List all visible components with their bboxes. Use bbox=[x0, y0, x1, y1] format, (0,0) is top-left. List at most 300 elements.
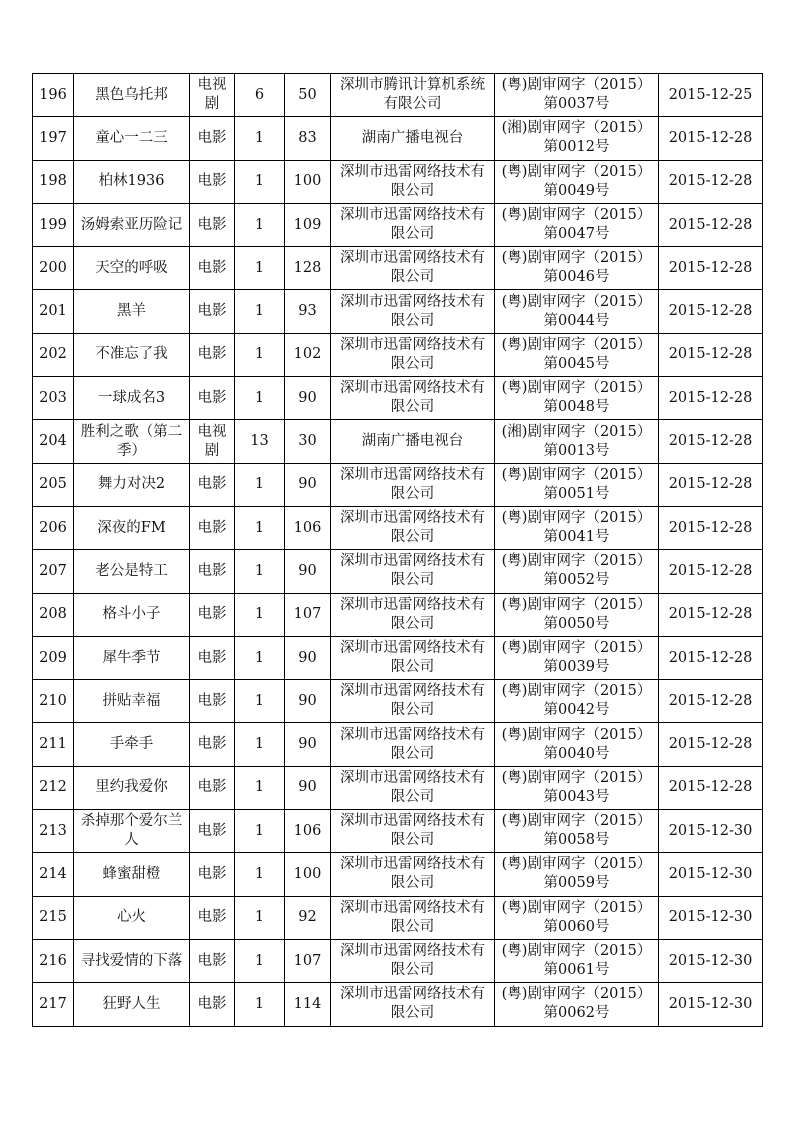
date-cell bbox=[659, 74, 763, 117]
date-cell bbox=[659, 896, 763, 939]
license-cell-text: (湘)剧审网字（2015）第0013号 bbox=[501, 423, 652, 459]
minutes-cell-text: 109 bbox=[293, 216, 322, 233]
date-cell-text: 2015-12-28 bbox=[668, 173, 753, 190]
license-cell bbox=[495, 74, 659, 117]
title-cell-text: 童心一二三 bbox=[95, 129, 168, 146]
title-cell bbox=[74, 550, 190, 593]
episodes-cell bbox=[235, 550, 285, 593]
minutes-cell bbox=[285, 550, 331, 593]
license-cell-text: (粤)剧审网字（2015）第0062号 bbox=[501, 986, 652, 1022]
license-cell bbox=[495, 377, 659, 420]
type-cell bbox=[190, 203, 235, 246]
minutes-cell bbox=[285, 377, 331, 420]
organization-cell bbox=[331, 290, 495, 333]
episodes-cell bbox=[235, 377, 285, 420]
date-cell bbox=[659, 506, 763, 549]
table-row bbox=[33, 853, 763, 896]
organization-cell-text: 深圳市迅雷网络技术有限公司 bbox=[340, 943, 485, 979]
minutes-cell-text: 90 bbox=[298, 649, 317, 666]
episodes-cell-text: 1 bbox=[254, 173, 265, 190]
license-cell-text: (湘)剧审网字（2015）第0012号 bbox=[501, 120, 652, 156]
table-row bbox=[33, 810, 763, 853]
license-cell-text: (粤)剧审网字（2015）第0042号 bbox=[501, 683, 652, 719]
date-cell bbox=[659, 853, 763, 896]
table-row bbox=[33, 463, 763, 506]
date-cell bbox=[659, 810, 763, 853]
title-cell-text: 天空的呼吸 bbox=[95, 259, 168, 276]
type-cell bbox=[190, 160, 235, 203]
minutes-cell bbox=[285, 723, 331, 766]
title-cell bbox=[74, 896, 190, 939]
date-cell-text: 2015-12-28 bbox=[668, 519, 753, 536]
license-cell-text: (粤)剧审网字（2015）第0041号 bbox=[501, 510, 652, 546]
organization-cell bbox=[331, 377, 495, 420]
minutes-cell-text: 107 bbox=[293, 952, 322, 969]
title-cell-text: 心火 bbox=[117, 909, 146, 926]
organization-cell-text: 深圳市迅雷网络技术有限公司 bbox=[340, 207, 485, 243]
date-cell bbox=[659, 723, 763, 766]
episodes-cell-text: 1 bbox=[254, 129, 265, 146]
date-cell bbox=[659, 247, 763, 290]
license-cell-text: (粤)剧审网字（2015）第0060号 bbox=[501, 899, 652, 935]
minutes-cell bbox=[285, 810, 331, 853]
license-cell bbox=[495, 160, 659, 203]
row-number-cell-text: 213 bbox=[39, 822, 67, 839]
row-number-cell-text: 200 bbox=[39, 259, 67, 276]
license-cell bbox=[495, 896, 659, 939]
type-cell bbox=[190, 550, 235, 593]
date-cell-text: 2015-12-28 bbox=[668, 346, 753, 363]
date-cell bbox=[659, 420, 763, 463]
table-row bbox=[33, 593, 763, 636]
episodes-cell bbox=[235, 593, 285, 636]
row-number-cell-text: 214 bbox=[39, 865, 67, 882]
type-cell bbox=[190, 290, 235, 333]
organization-cell-text: 深圳市腾讯计算机系统有限公司 bbox=[340, 77, 485, 113]
organization-cell bbox=[331, 506, 495, 549]
date-cell-text: 2015-12-30 bbox=[668, 952, 753, 969]
type-cell-text: 电影 bbox=[197, 995, 227, 1012]
row-number-cell bbox=[33, 160, 74, 203]
license-cell bbox=[495, 593, 659, 636]
table-row bbox=[33, 117, 763, 160]
date-cell-text: 2015-12-28 bbox=[668, 389, 753, 406]
license-cell-text: (粤)剧审网字（2015）第0051号 bbox=[501, 466, 652, 502]
license-cell-text: (粤)剧审网字（2015）第0058号 bbox=[501, 813, 652, 849]
title-cell bbox=[74, 593, 190, 636]
license-cell-text: (粤)剧审网字（2015）第0043号 bbox=[501, 769, 652, 805]
license-cell-text: (粤)剧审网字（2015）第0061号 bbox=[501, 943, 652, 979]
episodes-cell-text: 1 bbox=[254, 562, 265, 579]
organization-cell bbox=[331, 983, 495, 1026]
episodes-cell-text: 1 bbox=[254, 995, 265, 1012]
type-cell-text: 电影 bbox=[197, 303, 227, 320]
title-cell bbox=[74, 333, 190, 376]
organization-cell-text: 深圳市迅雷网络技术有限公司 bbox=[340, 596, 485, 632]
title-cell-text: 舞力对决2 bbox=[97, 476, 166, 493]
title-cell bbox=[74, 463, 190, 506]
episodes-cell bbox=[235, 810, 285, 853]
date-cell bbox=[659, 117, 763, 160]
minutes-cell bbox=[285, 117, 331, 160]
minutes-cell-text: 106 bbox=[293, 519, 322, 536]
table-row bbox=[33, 420, 763, 463]
episodes-cell-text: 1 bbox=[254, 692, 265, 709]
type-cell-text: 电影 bbox=[197, 692, 227, 709]
title-cell bbox=[74, 506, 190, 549]
table-row bbox=[33, 983, 763, 1026]
minutes-cell-text: 90 bbox=[298, 779, 317, 796]
organization-cell bbox=[331, 74, 495, 117]
minutes-cell bbox=[285, 420, 331, 463]
date-cell bbox=[659, 160, 763, 203]
license-cell bbox=[495, 853, 659, 896]
date-cell-text: 2015-12-25 bbox=[668, 86, 753, 103]
episodes-cell bbox=[235, 939, 285, 982]
row-number-cell bbox=[33, 723, 74, 766]
type-cell-text: 电视剧 bbox=[197, 423, 227, 459]
row-number-cell bbox=[33, 593, 74, 636]
organization-cell bbox=[331, 420, 495, 463]
date-cell-text: 2015-12-28 bbox=[668, 216, 753, 233]
type-cell-text: 电影 bbox=[197, 476, 227, 493]
episodes-cell-text: 1 bbox=[254, 303, 265, 320]
title-cell bbox=[74, 939, 190, 982]
episodes-cell-text: 1 bbox=[254, 389, 265, 406]
episodes-cell-text: 1 bbox=[254, 346, 265, 363]
license-cell-text: (粤)剧审网字（2015）第0049号 bbox=[501, 163, 652, 199]
minutes-cell bbox=[285, 247, 331, 290]
row-number-cell-text: 206 bbox=[39, 519, 67, 536]
minutes-cell bbox=[285, 680, 331, 723]
organization-cell bbox=[331, 247, 495, 290]
license-cell bbox=[495, 290, 659, 333]
minutes-cell-text: 90 bbox=[298, 562, 317, 579]
organization-cell-text: 深圳市迅雷网络技术有限公司 bbox=[340, 553, 485, 589]
organization-cell-text: 深圳市迅雷网络技术有限公司 bbox=[340, 163, 485, 199]
type-cell-text: 电影 bbox=[197, 952, 227, 969]
title-cell-text: 不准忘了我 bbox=[95, 346, 168, 363]
organization-cell-text: 深圳市迅雷网络技术有限公司 bbox=[340, 336, 485, 372]
organization-cell bbox=[331, 723, 495, 766]
type-cell bbox=[190, 463, 235, 506]
license-cell bbox=[495, 247, 659, 290]
type-cell bbox=[190, 593, 235, 636]
organization-cell-text: 深圳市迅雷网络技术有限公司 bbox=[340, 986, 485, 1022]
episodes-cell-text: 1 bbox=[254, 519, 265, 536]
title-cell bbox=[74, 377, 190, 420]
type-cell bbox=[190, 506, 235, 549]
minutes-cell-text: 83 bbox=[298, 129, 317, 146]
table-row bbox=[33, 939, 763, 982]
episodes-cell bbox=[235, 420, 285, 463]
date-cell-text: 2015-12-28 bbox=[668, 692, 753, 709]
type-cell-text: 电影 bbox=[197, 909, 227, 926]
table-row bbox=[33, 506, 763, 549]
table-row bbox=[33, 333, 763, 376]
organization-cell bbox=[331, 117, 495, 160]
title-cell-text: 拼贴幸福 bbox=[102, 692, 161, 709]
type-cell-text: 电影 bbox=[197, 259, 227, 276]
date-cell bbox=[659, 290, 763, 333]
type-cell bbox=[190, 117, 235, 160]
organization-cell-text: 深圳市迅雷网络技术有限公司 bbox=[340, 813, 485, 849]
row-number-cell-text: 205 bbox=[39, 476, 67, 493]
row-number-cell-text: 212 bbox=[39, 779, 67, 796]
type-cell bbox=[190, 74, 235, 117]
title-cell bbox=[74, 420, 190, 463]
type-cell bbox=[190, 896, 235, 939]
organization-cell-text: 深圳市迅雷网络技术有限公司 bbox=[340, 510, 485, 546]
organization-cell bbox=[331, 766, 495, 809]
type-cell bbox=[190, 766, 235, 809]
episodes-cell bbox=[235, 853, 285, 896]
minutes-cell bbox=[285, 160, 331, 203]
row-number-cell bbox=[33, 420, 74, 463]
date-cell-text: 2015-12-28 bbox=[668, 606, 753, 623]
episodes-cell bbox=[235, 896, 285, 939]
organization-cell bbox=[331, 550, 495, 593]
row-number-cell bbox=[33, 680, 74, 723]
title-cell bbox=[74, 853, 190, 896]
minutes-cell bbox=[285, 593, 331, 636]
organization-cell bbox=[331, 333, 495, 376]
license-cell bbox=[495, 117, 659, 160]
type-cell-text: 电影 bbox=[197, 606, 227, 623]
episodes-cell-text: 1 bbox=[254, 476, 265, 493]
license-cell-text: (粤)剧审网字（2015）第0037号 bbox=[501, 77, 652, 113]
row-number-cell bbox=[33, 117, 74, 160]
title-cell bbox=[74, 160, 190, 203]
license-cell bbox=[495, 333, 659, 376]
episodes-cell bbox=[235, 160, 285, 203]
table-row bbox=[33, 896, 763, 939]
type-cell bbox=[190, 810, 235, 853]
minutes-cell bbox=[285, 333, 331, 376]
type-cell bbox=[190, 680, 235, 723]
table-row bbox=[33, 160, 763, 203]
title-cell bbox=[74, 290, 190, 333]
row-number-cell-text: 210 bbox=[39, 692, 67, 709]
date-cell bbox=[659, 983, 763, 1026]
date-cell-text: 2015-12-28 bbox=[668, 433, 753, 450]
minutes-cell bbox=[285, 203, 331, 246]
date-cell-text: 2015-12-28 bbox=[668, 476, 753, 493]
date-cell-text: 2015-12-28 bbox=[668, 649, 753, 666]
row-number-cell bbox=[33, 983, 74, 1026]
organization-cell bbox=[331, 680, 495, 723]
organization-cell-text: 湖南广播电视台 bbox=[361, 129, 464, 146]
type-cell-text: 电影 bbox=[197, 865, 227, 882]
row-number-cell bbox=[33, 810, 74, 853]
row-number-cell bbox=[33, 506, 74, 549]
title-cell-text: 汤姆索亚历险记 bbox=[80, 216, 183, 233]
title-cell bbox=[74, 810, 190, 853]
minutes-cell-text: 90 bbox=[298, 389, 317, 406]
row-number-cell-text: 216 bbox=[39, 952, 67, 969]
license-cell bbox=[495, 939, 659, 982]
organization-cell bbox=[331, 636, 495, 679]
organization-cell bbox=[331, 463, 495, 506]
type-cell bbox=[190, 247, 235, 290]
table-row bbox=[33, 550, 763, 593]
organization-cell bbox=[331, 853, 495, 896]
type-cell-text: 电影 bbox=[197, 173, 227, 190]
title-cell-text: 手牵手 bbox=[109, 736, 154, 753]
title-cell bbox=[74, 203, 190, 246]
row-number-cell bbox=[33, 247, 74, 290]
title-cell-text: 里约我爱你 bbox=[95, 779, 168, 796]
title-cell-text: 老公是特工 bbox=[95, 562, 168, 579]
organization-cell bbox=[331, 593, 495, 636]
type-cell-text: 电影 bbox=[197, 216, 227, 233]
organization-cell-text: 深圳市迅雷网络技术有限公司 bbox=[340, 250, 485, 286]
minutes-cell-text: 90 bbox=[298, 476, 317, 493]
license-cell-text: (粤)剧审网字（2015）第0045号 bbox=[501, 336, 652, 372]
row-number-cell-text: 197 bbox=[39, 129, 67, 146]
row-number-cell-text: 215 bbox=[39, 909, 67, 926]
row-number-cell-text: 196 bbox=[39, 86, 67, 103]
row-number-cell-text: 217 bbox=[39, 995, 67, 1012]
title-cell-text: 胜利之歌（第二季） bbox=[80, 423, 183, 459]
date-cell-text: 2015-12-28 bbox=[668, 259, 753, 276]
episodes-cell bbox=[235, 117, 285, 160]
date-cell-text: 2015-12-28 bbox=[668, 129, 753, 146]
title-cell-text: 黑羊 bbox=[117, 303, 146, 320]
license-cell-text: (粤)剧审网字（2015）第0044号 bbox=[501, 293, 652, 329]
episodes-cell bbox=[235, 247, 285, 290]
type-cell bbox=[190, 853, 235, 896]
minutes-cell-text: 30 bbox=[298, 433, 317, 450]
organization-cell bbox=[331, 939, 495, 982]
row-number-cell-text: 211 bbox=[39, 736, 67, 753]
title-cell-text: 柏林1936 bbox=[98, 173, 165, 190]
episodes-cell bbox=[235, 463, 285, 506]
type-cell bbox=[190, 939, 235, 982]
organization-cell bbox=[331, 203, 495, 246]
row-number-cell-text: 201 bbox=[39, 303, 67, 320]
type-cell-text: 电影 bbox=[197, 562, 227, 579]
date-cell bbox=[659, 333, 763, 376]
title-cell-text: 深夜的FM bbox=[97, 519, 166, 536]
title-cell bbox=[74, 983, 190, 1026]
episodes-cell-text: 1 bbox=[254, 216, 265, 233]
row-number-cell bbox=[33, 636, 74, 679]
episodes-cell bbox=[235, 723, 285, 766]
row-number-cell bbox=[33, 766, 74, 809]
row-number-cell-text: 209 bbox=[39, 649, 67, 666]
minutes-cell-text: 102 bbox=[293, 346, 322, 363]
license-cell bbox=[495, 420, 659, 463]
type-cell-text: 电影 bbox=[197, 346, 227, 363]
table-body bbox=[33, 74, 763, 1027]
title-cell bbox=[74, 117, 190, 160]
organization-cell bbox=[331, 810, 495, 853]
date-cell-text: 2015-12-28 bbox=[668, 303, 753, 320]
minutes-cell-text: 107 bbox=[293, 606, 322, 623]
title-cell-text: 狂野人生 bbox=[102, 995, 161, 1012]
license-cell-text: (粤)剧审网字（2015）第0047号 bbox=[501, 207, 652, 243]
table-row bbox=[33, 766, 763, 809]
title-cell bbox=[74, 723, 190, 766]
license-cell-text: (粤)剧审网字（2015）第0039号 bbox=[501, 640, 652, 675]
episodes-cell bbox=[235, 983, 285, 1026]
organization-cell-text: 深圳市迅雷网络技术有限公司 bbox=[340, 769, 485, 805]
title-cell-text: 格斗小子 bbox=[102, 606, 161, 623]
episodes-cell bbox=[235, 506, 285, 549]
episodes-cell-text: 1 bbox=[254, 736, 265, 753]
episodes-cell-text: 1 bbox=[254, 865, 265, 882]
date-cell bbox=[659, 636, 763, 679]
row-number-cell bbox=[33, 550, 74, 593]
organization-cell-text: 深圳市迅雷网络技术有限公司 bbox=[340, 726, 485, 762]
row-number-cell bbox=[33, 853, 74, 896]
row-number-cell bbox=[33, 333, 74, 376]
episodes-cell bbox=[235, 333, 285, 376]
title-cell bbox=[74, 74, 190, 117]
episodes-cell bbox=[235, 636, 285, 679]
license-cell-text: (粤)剧审网字（2015）第0040号 bbox=[501, 726, 652, 762]
minutes-cell bbox=[285, 853, 331, 896]
organization-cell bbox=[331, 896, 495, 939]
episodes-cell-text: 6 bbox=[254, 86, 265, 103]
title-cell bbox=[74, 247, 190, 290]
row-number-cell bbox=[33, 896, 74, 939]
episodes-cell-text: 1 bbox=[254, 952, 265, 969]
episodes-cell-text: 13 bbox=[250, 433, 269, 450]
title-cell bbox=[74, 680, 190, 723]
row-number-cell-text: 208 bbox=[39, 606, 67, 623]
minutes-cell-text: 100 bbox=[293, 173, 322, 190]
minutes-cell bbox=[285, 983, 331, 1026]
episodes-cell-text: 1 bbox=[254, 779, 265, 796]
type-cell bbox=[190, 636, 235, 679]
title-cell-text: 寻找爱情的下落 bbox=[80, 952, 183, 969]
date-cell bbox=[659, 550, 763, 593]
title-cell-text: 黑色乌托邦 bbox=[95, 86, 168, 103]
minutes-cell-text: 114 bbox=[293, 995, 322, 1012]
date-cell bbox=[659, 463, 763, 506]
episodes-cell bbox=[235, 290, 285, 333]
row-number-cell bbox=[33, 74, 74, 117]
episodes-cell bbox=[235, 203, 285, 246]
title-cell-text: 杀掉那个爱尔兰人 bbox=[80, 813, 183, 849]
date-cell bbox=[659, 680, 763, 723]
type-cell-text: 电影 bbox=[197, 519, 227, 536]
license-cell-text: (粤)剧审网字（2015）第0048号 bbox=[501, 380, 652, 416]
title-cell-text: 蜂蜜甜橙 bbox=[102, 865, 161, 882]
minutes-cell bbox=[285, 463, 331, 506]
row-number-cell-text: 202 bbox=[39, 346, 67, 363]
table-row bbox=[33, 247, 763, 290]
table-row bbox=[33, 377, 763, 420]
type-cell bbox=[190, 420, 235, 463]
minutes-cell bbox=[285, 766, 331, 809]
date-cell-text: 2015-12-28 bbox=[668, 562, 753, 579]
minutes-cell bbox=[285, 74, 331, 117]
type-cell bbox=[190, 723, 235, 766]
episodes-cell-text: 1 bbox=[254, 606, 265, 623]
organization-cell-text: 深圳市迅雷网络技术有限公司 bbox=[340, 466, 485, 502]
license-cell bbox=[495, 506, 659, 549]
license-cell-text: (粤)剧审网字（2015）第0059号 bbox=[501, 856, 652, 892]
episodes-cell-text: 1 bbox=[254, 822, 265, 839]
type-cell-text: 电影 bbox=[197, 389, 227, 406]
title-cell-text: 一球成名3 bbox=[97, 389, 166, 406]
type-cell-text: 电影 bbox=[197, 649, 227, 666]
type-cell bbox=[190, 983, 235, 1026]
row-number-cell-text: 198 bbox=[39, 173, 67, 190]
